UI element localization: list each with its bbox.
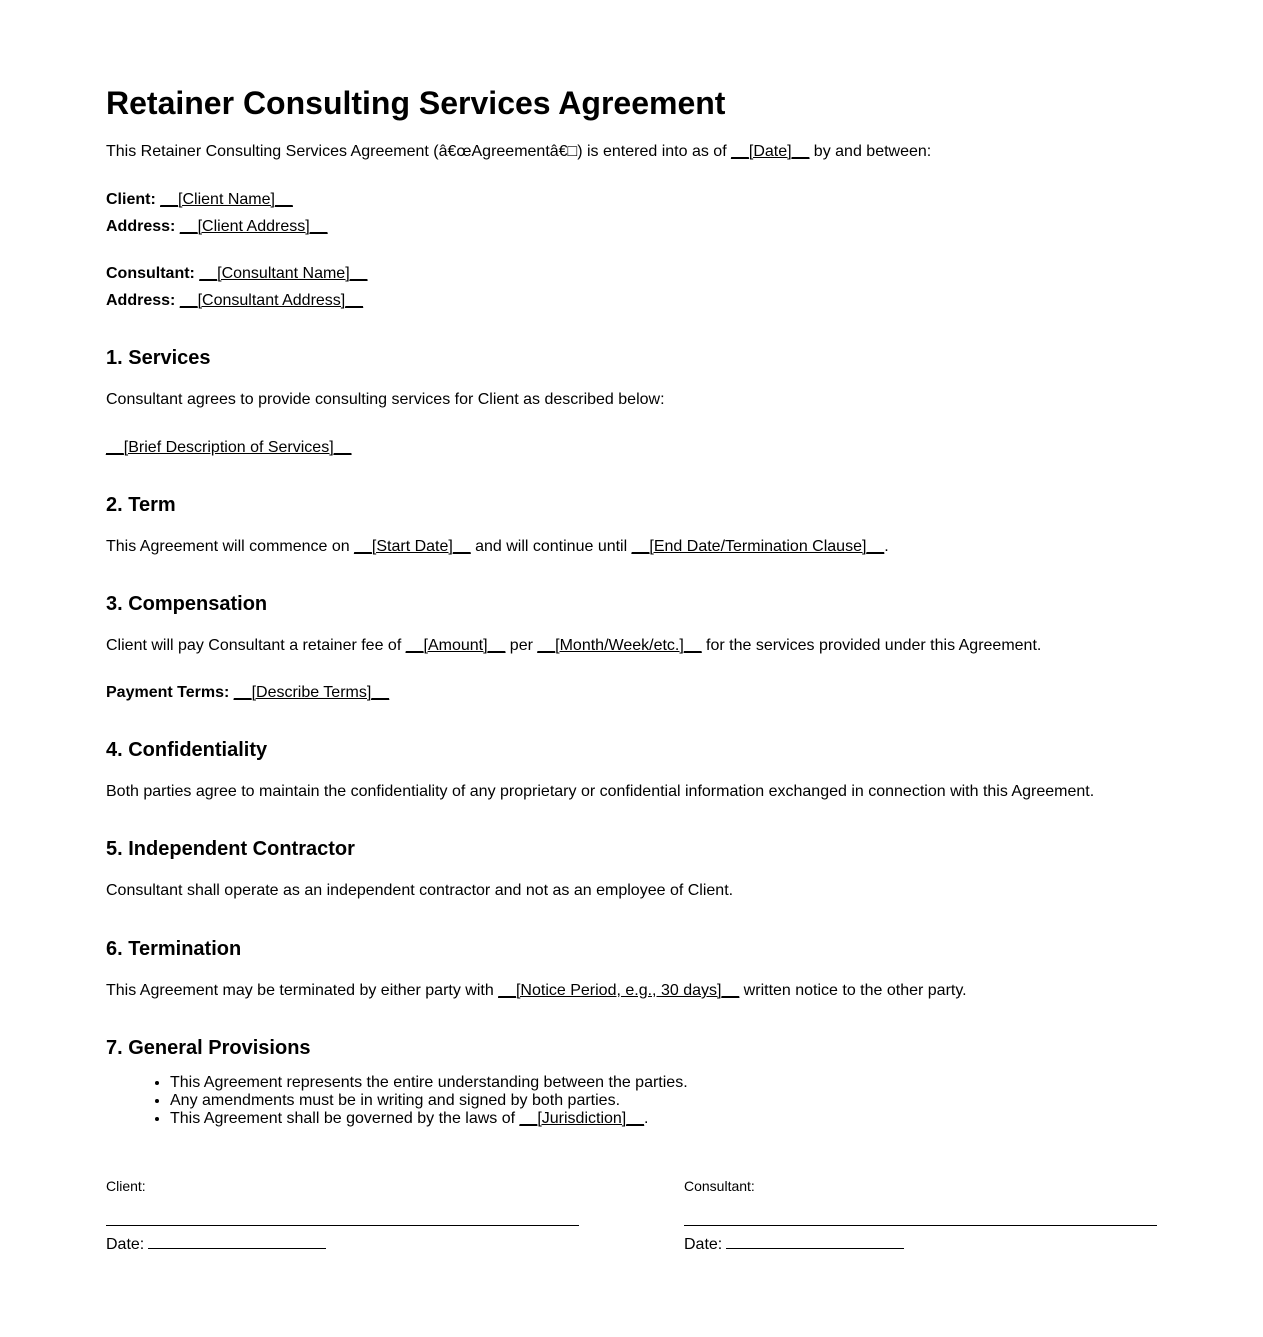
consultant-date-line bbox=[684, 1234, 1157, 1254]
consultant-date-field[interactable] bbox=[726, 1234, 904, 1249]
general-provisions-list bbox=[106, 1074, 688, 1128]
section-heading-general-provisions: 7. General Provisions bbox=[106, 1037, 311, 1059]
document-title: Retainer Consulting Services Agreement bbox=[106, 85, 726, 121]
payment-terms-label: Payment Terms: bbox=[106, 684, 230, 701]
consultant-address-blank[interactable]: __[Consultant Address]__ bbox=[179, 292, 364, 309]
jurisdiction-blank[interactable]: __[Jurisdiction]__ bbox=[519, 1110, 645, 1127]
period-blank[interactable]: __[Month/Week/etc.]__ bbox=[537, 637, 702, 654]
client-label: Client: bbox=[106, 191, 156, 208]
client-name-line bbox=[106, 190, 293, 210]
consultant-address-label: Address: bbox=[106, 292, 176, 309]
client-signature-label: Client: bbox=[106, 1178, 146, 1194]
client-address-blank[interactable]: __[Client Address]__ bbox=[179, 218, 328, 235]
intro-paragraph bbox=[106, 142, 931, 162]
consultant-name-line bbox=[106, 264, 367, 284]
client-signature-block bbox=[106, 1178, 579, 1254]
payment-terms-line bbox=[106, 683, 389, 703]
section-heading-compensation: 3. Compensation bbox=[106, 593, 268, 615]
section-heading-confidentiality: 4. Confidentiality bbox=[106, 739, 268, 761]
client-address-line bbox=[106, 217, 327, 237]
consultant-name-blank[interactable]: __[Consultant Name]__ bbox=[199, 265, 368, 282]
client-address-label: Address: bbox=[106, 218, 176, 235]
services-description-blank[interactable]: __[Brief Description of Services]__ bbox=[106, 439, 352, 456]
notice-period-blank[interactable]: __[Notice Period, e.g., 30 days]__ bbox=[498, 982, 740, 999]
services-description-line bbox=[106, 438, 351, 458]
client-date-label: Date: bbox=[106, 1236, 145, 1253]
date-blank[interactable]: __[Date]__ bbox=[731, 143, 810, 160]
list-item: • This Agreement represents the entire understanding between the parties. bbox=[170, 1074, 688, 1092]
consultant-signature-label: Consultant: bbox=[684, 1178, 755, 1194]
section-heading-independent-contractor: 5. Independent Contractor bbox=[106, 838, 355, 860]
consultant-signature-block bbox=[684, 1178, 1157, 1254]
intro-text: This Retainer Consulting Services Agreement (â€œAgreementâ€□) is entered into as of bbox=[106, 143, 732, 160]
compensation-paragraph: Client will pay Consultant a retainer fee of __[Amount]__ per __[Month/Week/etc.]__ for the services provided under this Agreement. bbox=[106, 637, 1042, 654]
section-heading-term: 2. Term bbox=[106, 494, 176, 516]
list-item: • Any amendments must be in writing and signed by both parties. bbox=[170, 1092, 688, 1110]
client-date-field[interactable] bbox=[148, 1234, 326, 1249]
independent-contractor-text: Consultant shall operate as an independent contractor and not as an employee of Client. bbox=[106, 882, 734, 899]
consultant-label: Consultant: bbox=[106, 265, 195, 282]
section-heading-services: 1. Services bbox=[106, 347, 211, 369]
confidentiality-text: Both parties agree to maintain the confidentiality of any proprietary or confidential information exchanged in connection with this Agreement. bbox=[106, 783, 1095, 800]
consultant-date-label: Date: bbox=[684, 1236, 723, 1253]
consultant-signature-line[interactable] bbox=[684, 1225, 1157, 1226]
intro-text-end: by and between: bbox=[809, 143, 932, 160]
end-date-blank[interactable]: __[End Date/Termination Clause]__ bbox=[631, 538, 885, 555]
section-heading-termination: 6. Termination bbox=[106, 938, 242, 960]
client-name-blank[interactable]: __[Client Name]__ bbox=[160, 191, 293, 208]
list-item: • This Agreement shall be governed by the laws of __[Jurisdiction]__. bbox=[170, 1110, 688, 1128]
term-paragraph: This Agreement will commence on __[Start Date]__ and will continue until __[End Date/Termination Clause]__. bbox=[106, 538, 889, 555]
services-text: Consultant agrees to provide consulting services for Client as described below: bbox=[106, 391, 665, 408]
amount-blank[interactable]: __[Amount]__ bbox=[405, 637, 506, 654]
client-signature-line[interactable] bbox=[106, 1225, 579, 1226]
client-date-line bbox=[106, 1234, 579, 1254]
start-date-blank[interactable]: __[Start Date]__ bbox=[354, 538, 471, 555]
payment-terms-blank[interactable]: __[Describe Terms]__ bbox=[233, 684, 390, 701]
termination-paragraph: This Agreement may be terminated by either party with __[Notice Period, e.g., 30 days]__ written notice to the other party. bbox=[106, 982, 967, 999]
consultant-address-line bbox=[106, 291, 363, 311]
